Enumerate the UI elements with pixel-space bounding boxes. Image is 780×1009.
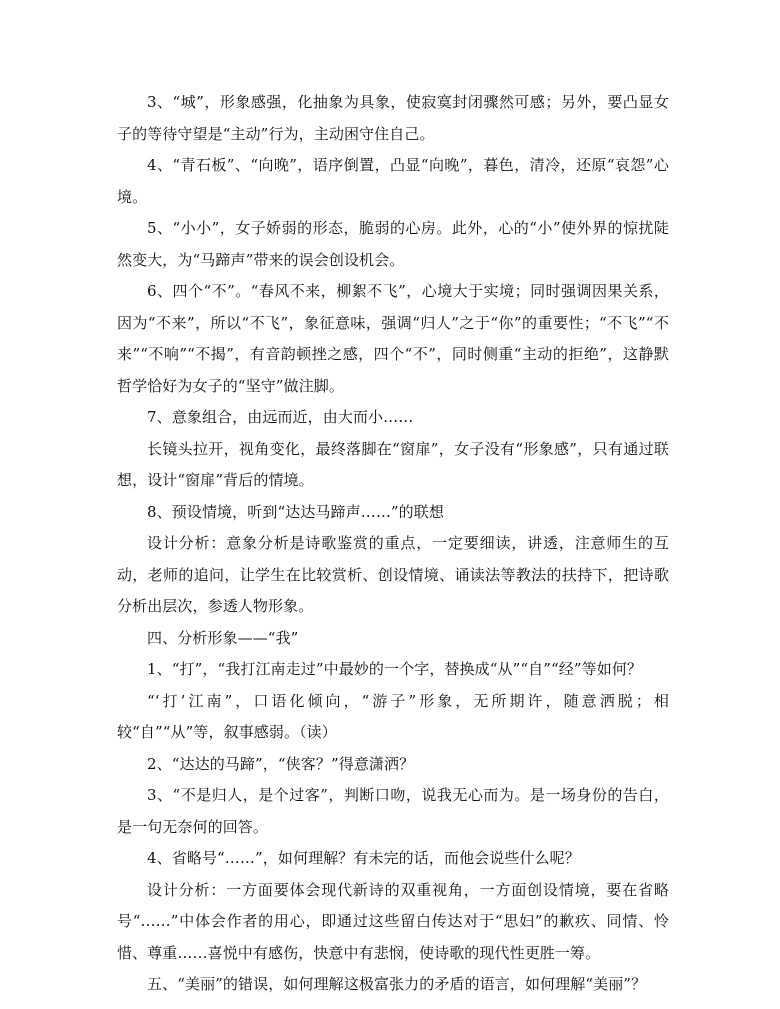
document-body: [117, 87, 669, 1001]
paragraph-2: 4、“青石板”、“向晚”，语序倒置，凸显“向晚”，暮色，清冷，还原“哀怨”心境。: [117, 156, 669, 206]
paragraph-6: 长镜头拉开，视角变化，最终落脚在“窗扉”，女子没有“形象感”，只有通过联想，设计“窗扉”背后的情境。: [117, 439, 669, 489]
paragraph-12: 2、“达达的马蹄”，“侠客？”得意潇洒？: [147, 754, 415, 773]
paragraph-14: 4、省略号“……”，如何理解？有未完的话，而他会说些什么呢？: [147, 849, 580, 867]
paragraph-5: 7、意象组合，由远而近，由大而小……: [147, 408, 414, 426]
paragraph-11: “‘打’江南”，口语化倾向，“游子”形象，无所期许，随意洒脱；相较“自”“从”等，叙事感弱。（读）: [117, 691, 669, 741]
paragraph-1: 3、“城”，形象感强，化抽象为具象，使寂寞封闭骤然可感；另外，要凸显女子的等待守望是“主动”行为，主动困守住自己。: [117, 93, 669, 143]
paragraph-3: 5、“小小”，女子娇弱的形态，脆弱的心房。此外，心的“小”使外界的惊扰陡然变大，为“马蹄声”带来的误会创设机会。: [117, 219, 669, 269]
paragraph-10: 1、“打”，“我打江南走过”中最妙的一个字，替换成“从”“自”“经”等如何？: [147, 660, 643, 678]
paragraph-13: 3、“不是归人，是个过客”，判断口吻，说我无心而为。是一场身份的告白，是一句无奈何的回答。: [117, 786, 669, 836]
paragraph-4: 6、四个“不”。“春风不来，柳絮不飞”，心境大于实境；同时强调因果关系，因为“不来”，所以“不飞”，象征意味，强调“归人”之于“你”的重要性；“不飞”“不来”“不响”“不揭”，有音韵顿挫之感，四个“不”，同时侧重“主动的拒绝”，这静默哲学恰好为女子的“坚守”做注脚。: [117, 282, 669, 395]
paragraph-15: 设计分析：一方面要体会现代新诗的双重视角，一方面创设情境，要在省略号“……”中体会作者的用心，即通过这些留白传达对于“思妇”的歉疚、同情、怜惜、尊重……喜悦中有感伤，快意中有悲悯，使诗歌的现代性更胜一筹。: [117, 880, 669, 962]
section-heading-5: 五、“美丽”的错误，如何理解这极富张力的矛盾的语言，如何理解“美丽”？: [147, 975, 647, 993]
paragraph-8: 设计分析：意象分析是诗歌鉴赏的重点，一定要细读，讲透，注意师生的互动，老师的追问，让学生在比较赏析、创设情境、诵读法等教法的扶持下，把诗歌分析出层次，参透人物形象。: [117, 534, 669, 615]
paragraph-7: 8、预设情境，听到“达达马蹄声……”的联想: [147, 502, 444, 521]
section-heading-4: 四、分析形象——“我”: [147, 628, 299, 647]
